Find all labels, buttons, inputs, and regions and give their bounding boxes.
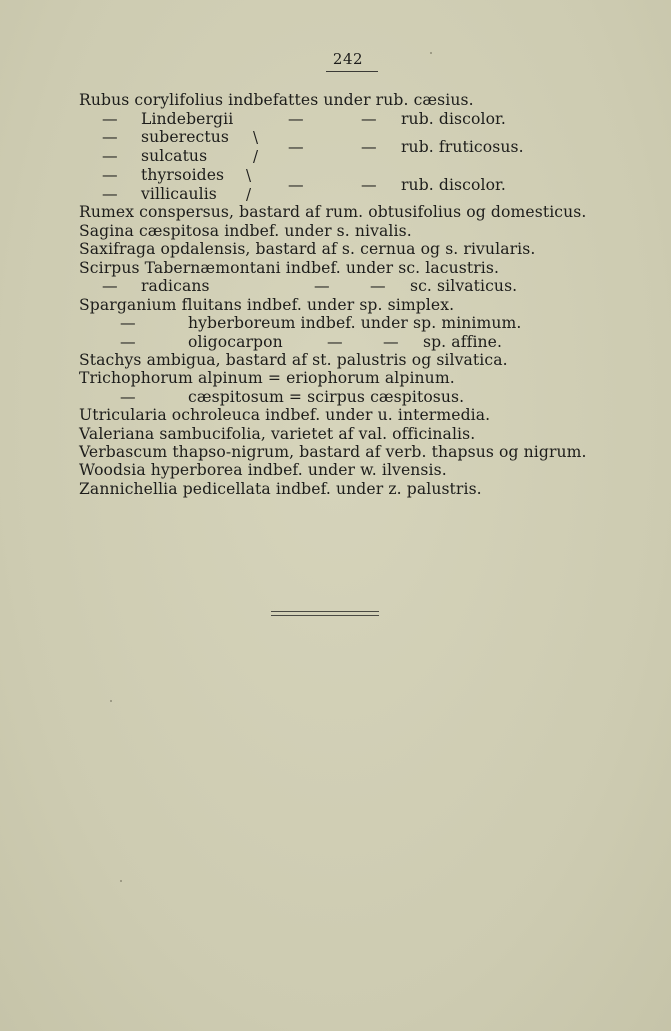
line-text: thyrsoides: [141, 166, 225, 184]
line-text: villicaulis: [141, 185, 217, 203]
line-text: Lindebergii: [141, 110, 234, 128]
line-text: Sparganium fluitans indbef. under sp. simplex.: [79, 296, 455, 314]
ditto-dash: —: [361, 138, 377, 156]
index-line: [79, 259, 499, 277]
page-number: 242: [332, 50, 364, 68]
line-text: radicans: [141, 277, 210, 295]
scan-speck: [110, 700, 112, 702]
ditto-dash: —: [102, 128, 118, 146]
ditto-dash: —: [102, 185, 118, 203]
line-text: Verbascum thapso-nigrum, bastard af verb. thapsus og nigrum.: [79, 443, 587, 461]
ditto-dash: —: [327, 333, 343, 351]
index-line: [79, 296, 454, 314]
index-line: [79, 480, 482, 498]
index-line: [79, 203, 586, 221]
ditto-dash: —: [361, 176, 377, 194]
ditto-dash: —: [288, 110, 304, 128]
line-text: sc. silvaticus.: [410, 277, 518, 295]
ditto-dash: —: [361, 110, 377, 128]
brace-glyph: \: [253, 127, 259, 147]
ditto-dash: —: [120, 314, 136, 332]
index-line: [79, 443, 587, 461]
ditto-dash: —: [102, 277, 118, 295]
ditto-dash: —: [288, 176, 304, 194]
ditto-dash: —: [102, 147, 118, 165]
line-text: Valeriana sambucifolia, varietet af val. officinalis.: [79, 425, 476, 443]
line-text: rub. fruticosus.: [401, 138, 524, 156]
line-text: Woodsia hyperborea indbef. under w. ilvensis.: [79, 461, 447, 479]
ditto-dash: —: [102, 110, 118, 128]
line-text: Utricularia ochroleuca indbef. under u. intermedia.: [79, 406, 491, 424]
ditto-dash: —: [102, 166, 118, 184]
index-line: [79, 461, 447, 479]
line-text: cæspitosum = scirpus cæspitosus.: [188, 388, 465, 406]
index-line: [79, 369, 455, 387]
ditto-dash: —: [288, 138, 304, 156]
ditto-dash: —: [314, 277, 330, 295]
brace-glyph: /: [246, 184, 252, 204]
brace-glyph: \: [246, 165, 252, 185]
ditto-dash: —: [120, 333, 136, 351]
page-number-rule: [326, 71, 378, 72]
scan-speck: [430, 52, 432, 54]
index-line: [79, 351, 508, 369]
line-text: Rumex conspersus, bastard af rum. obtusifolius og domesticus.: [79, 203, 587, 221]
end-rule: [271, 611, 379, 612]
line-text: hyberboreum indbef. under sp. minimum.: [188, 314, 522, 332]
line-text: oligocarpon: [188, 333, 283, 351]
line-text: Saxifraga opdalensis, bastard af s. cernua og s. rivularis.: [79, 240, 536, 258]
line-text: Rubus corylifolius indbefattes under rub. cæsius.: [79, 91, 474, 109]
ditto-dash: —: [120, 388, 136, 406]
index-line: [79, 406, 490, 424]
line-text: sulcatus: [141, 147, 208, 165]
ditto-dash: —: [370, 277, 386, 295]
line-text: rub. discolor.: [401, 110, 506, 128]
brace-glyph: /: [253, 146, 259, 166]
index-line: [79, 222, 412, 240]
line-text: Trichophorum alpinum = eriophorum alpinum.: [79, 369, 455, 387]
scan-speck: [120, 880, 122, 882]
line-text: Sagina cæspitosa indbef. under s. nivalis.: [79, 222, 412, 240]
line-text: Stachys ambigua, bastard af st. palustris og silvatica.: [79, 351, 508, 369]
line-text: sp. affine.: [423, 333, 503, 351]
index-line: [79, 240, 535, 258]
line-text: Scirpus Tabernæmontani indbef. under sc. lacustris.: [79, 259, 500, 277]
index-line: [79, 91, 474, 109]
ditto-dash: —: [383, 333, 399, 351]
line-text: suberectus: [141, 128, 229, 146]
index-line: [79, 425, 475, 443]
line-text: rub. discolor.: [401, 176, 506, 194]
end-rule: [271, 615, 379, 616]
line-text: Zannichellia pedicellata indbef. under z. palustris.: [79, 480, 482, 498]
